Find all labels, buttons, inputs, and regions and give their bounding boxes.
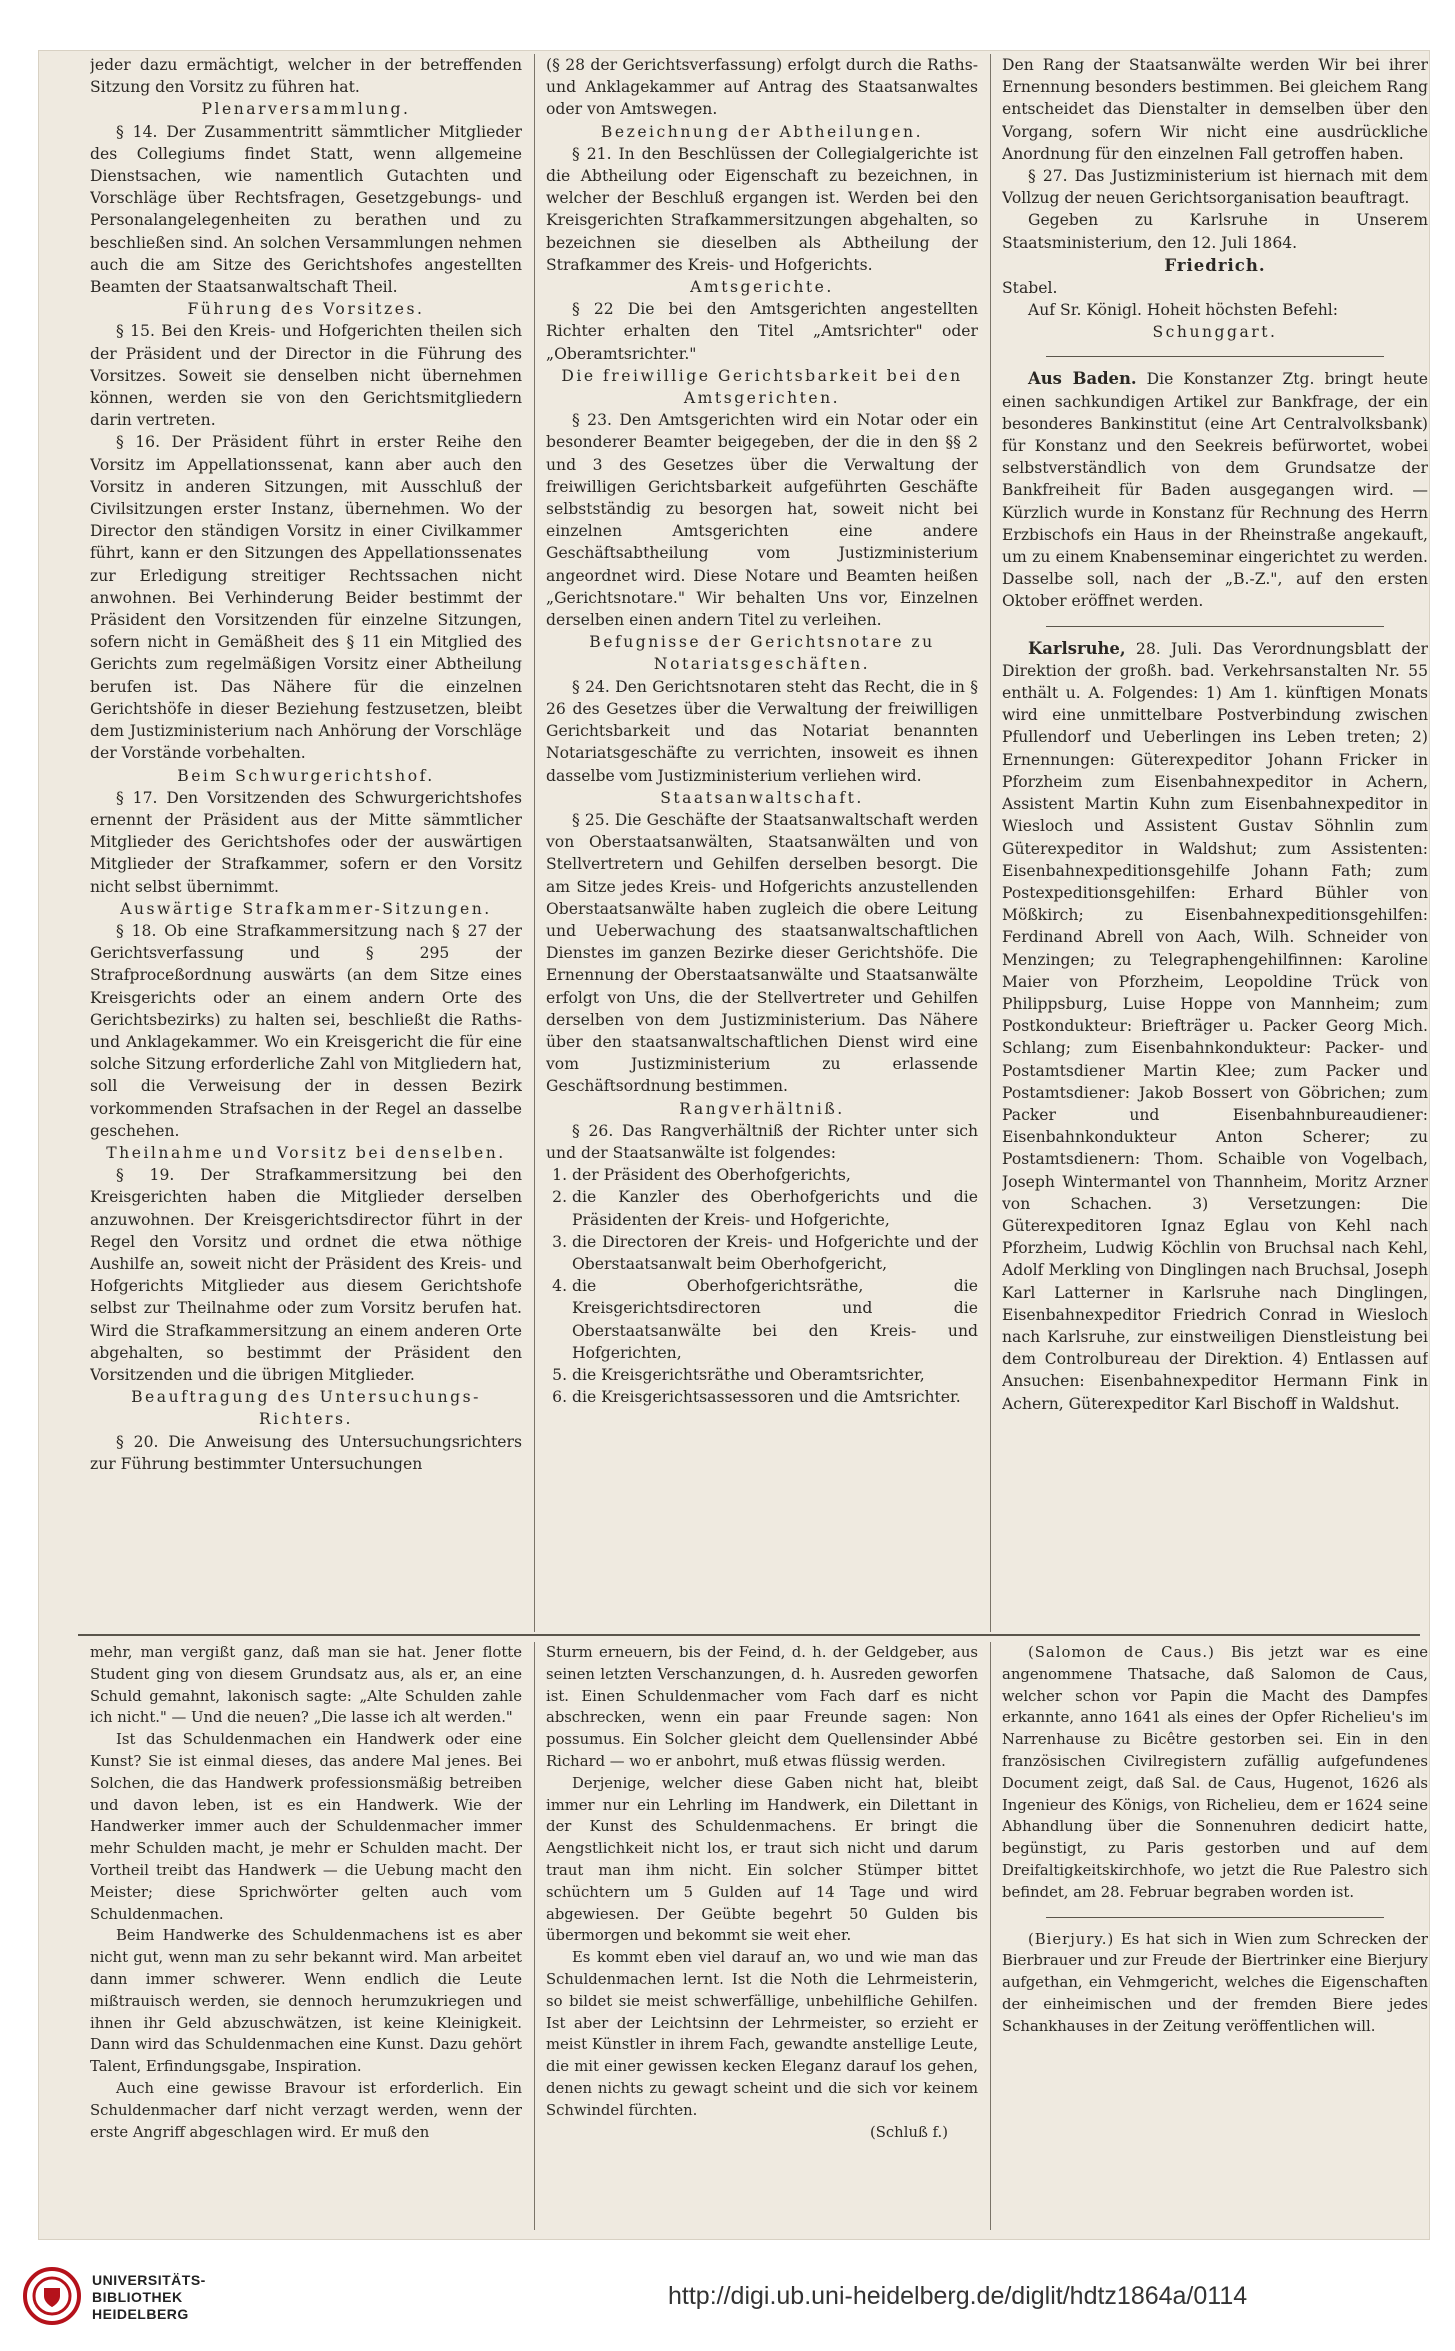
section-22: § 22 Die bei den Amtsgerichten angestellten Richter erhalten den Titel „Amtsrichter" oder „Oberamtsrichter.": [546, 300, 978, 363]
given-at: Gegeben zu Karlsruhe in Unserem Staatsministerium, den 12. Juli 1864.: [1002, 211, 1428, 252]
article-lead: (Bierjury.): [1028, 1930, 1115, 1948]
paragraph-continuation: (§ 28 der Gerichtsverfassung) erfolgt durch die Raths- und Anklagekammer auf Antrag des Staatsanwaltes oder von Amtswegen.: [546, 56, 978, 119]
feuilleton-column-2: [546, 1642, 978, 2230]
rank-list: [546, 1164, 978, 1408]
article-lead: Karlsruhe,: [1028, 638, 1126, 658]
paragraph: Es kommt eben viel darauf an, wo und wie man das Schuldenmachen lernt. Ist die Noth die Lehrmeisterin, so bildet sie meist schwerfällige, unbehilfliche Gehilfen. Ist aber der Leichtsinn der Lehrmeister, so erzieht er meist Künstler in ihrem Fach, gewandte anstellige Leute, die mit einer gewissen kecken Eleganz darauf los gehen, denen nichts zu gewagt scheint und die sich vor keinem Schwindel fürchten.: [546, 1949, 978, 2119]
section-21: § 21. In den Beschlüssen der Collegialgerichte ist die Abtheilung oder Eigenschaft zu bezeichnen, in welcher der Beschluß ergangen ist. Werden bei den Kreisgerichten Strafkammersitzungen abgehalten, so bezeichnen sie dieselben als Abtheilung der Strafkammer des Kreis- und Hofgerichts.: [546, 144, 978, 274]
paragraph: Sturm erneuern, bis der Feind, d. h. der Geldgeber, aus seinen letzten Verschanzungen, d. h. Ausreden geworfen ist. Einen Schuldenmacher vom Fach darf es nicht abschrecken, wenn ein paar Freunde sagen: Non possumus. Ein Solcher gleicht dem Quellensinder Abbé Richard — wo er anbohrt, muß etwas flüssig werden.: [546, 1644, 978, 1770]
article-salomon-de-caus: [1002, 1642, 1428, 1904]
separator-rule: [1046, 356, 1384, 357]
column-1: [90, 54, 522, 1632]
feuilleton-rule: [78, 1634, 1420, 1636]
heading-befugnisse: Befugnisse der Gerichtsnotare zu Notariatsgeschäften.: [589, 633, 935, 674]
column-divider: [534, 54, 535, 1632]
feuilleton-column-1: [90, 1642, 522, 2230]
article-aus-baden: [1002, 368, 1428, 612]
list-item: 4. die Oberhofgerichtsräthe, die Kreisgerichtsdirectoren und die Oberstaatsanwälte bei den Kreis- und Hofgerichten,: [572, 1275, 978, 1364]
heading-fuehrung-vorsitz: Führung des Vorsitzes.: [187, 300, 425, 319]
article-body: Bis jetzt war es eine angenommene Thatsache, daß Salomon de Caus, welcher schon vor Papin die Macht des Dampfes erkannte, anno 1641 als eines der Opfer Richelieu's im Narrenhause zu Bicêtre gestorben sei. Ein in den französischen Civilregistern zufällig aufgefundenes Document zeigt, daß Sal. de Caus, Hugenot, 1626 als Ingenieur des Königs, von Richelieu, dem er 1624 seine Abhandlung über die Sonnenuhren dedicirt hatte, begünstigt, zu Paris gestorben und auf dem Dreifaltigkeitskirchhofe, wo jetzt die Rue Palestro sich befindet, am 28. Februar begraben worden ist.: [1002, 1644, 1428, 1901]
heading-beauftragung: Beauftragung des Untersuchungs-Richters.: [131, 1388, 481, 1429]
list-item: 1. der Präsident des Oberhofgerichts,: [572, 1164, 978, 1186]
heading-amtsgerichte: Amtsgerichte.: [690, 278, 834, 297]
to-be-continued: (Schluß f.): [869, 2123, 948, 2141]
section-14: § 14. Der Zusammentritt sämmtlicher Mitglieder des Collegiums findet Statt, wenn allgemeine Dienstsachen, wie namentlich Gutachten und Vorschläge über Rechtsfragen, Gesetzgebungs- und Personalangelegenheiten zu berathen und zu beschließen sind. An solchen Versammlungen nehmen auch die am Sitze des Gerichtshofes angestellten Beamten der Staatsanwaltschaft Theil.: [90, 122, 522, 297]
section-20: § 20. Die Anweisung des Untersuchungsrichters zur Führung bestimmter Untersuchungen: [90, 1432, 522, 1473]
signature-schunggart: Schunggart.: [1152, 323, 1278, 342]
section-26: § 26. Das Rangverhältniß der Richter unter sich und der Staatsanwälte ist folgendes:: [546, 1121, 978, 1162]
column-3: [1002, 54, 1428, 1632]
section-25: § 25. Die Geschäfte der Staatsanwaltschaft werden von Oberstaatsanwälten, Staatsanwälten und von Stellvertretern und Gehilfen derselben besorgt. Die am Sitze jedes Kreis- und Hofgerichts anzustellenden Oberstaatsanwälte haben zugleich die obere Leitung und Ueberwachung des staatsanwaltschaftlichen Dienstes im ganzen Bezirke dieser Gerichtshöfe. Die Ernennung der Oberstaatsanwälte und Staatsanwälte erfolgt von Uns, die der Stellvertreter und Gehilfen derselben von dem Justizministerium. Das Nähere über den staatsanwaltschaftlichen Dienst wird eine vom Justizministerium zu erlassende Geschäftsordnung bestimmen.: [546, 810, 978, 1096]
section-16: § 16. Der Präsident führt in erster Reihe den Vorsitz im Appellationssenat, kann aber auch den Vorsitz in anderen Sitzungen, mit Ausschluß der Civilsitzungen erster Instanz, übernehmen. Wo der Director den ständigen Vorsitz in einer Civilkammer führt, kann er den Sitzungen des Appellationssenates zur Erledigung streitiger Rechtssachen nicht anwohnen. Bei Verhinderung Beider bestimmt der Präsident den Vorsitzenden für einzelne Sitzungen, sofern nicht in Gemäßheit des § 11 ein Mitglied des Gerichts zum regelmäßigen Vorsitz einer Abtheilung berufen ist. Das Nähere für die einzelnen Gerichtshöfe in dieser Beziehung festzusetzen, bleibt dem Justizministerium nach Anhörung der Vorschläge der Vorstände vorbehalten.: [90, 433, 522, 763]
section-24: § 24. Den Gerichtsnotaren steht das Recht, die in § 26 des Gesetzes über die Verwaltung der freiwilligen Gerichtsbarkeit und das Notariat benannten Notariatsgeschäfte zu verrichten, insoweit es ihnen dasselbe vom Justizministerium verliehen wird.: [546, 677, 978, 785]
upper-section: [90, 54, 1428, 1632]
article-lead: Aus Baden.: [1028, 369, 1137, 389]
heading-bezeichnung: Bezeichnung der Abtheilungen.: [600, 122, 924, 141]
list-item: 2. die Kanzler des Oberhofgerichts und die Präsidenten der Kreis- und Hofgerichte,: [572, 1186, 978, 1230]
order-line: Auf Sr. Königl. Hoheit höchsten Befehl:: [1028, 301, 1339, 320]
section-17: § 17. Den Vorsitzenden des Schwurgerichtshofes ernennt der Präsident aus der Mitte sämmtlicher Mitglieder des Gerichtshofes oder der auswärtigen Mitglieder der Strafkammer, sofern er den Vorsitz nicht selbst übernimmt.: [90, 788, 522, 896]
paragraph: Ist das Schuldenmachen ein Handwerk oder eine Kunst? Sie ist einmal dieses, das andere Mal jenes. Bei Solchen, die das Handwerk professionsmäßig betreiben und davon leben, ist es ein Handwerk. Wie der Handwerker immer auch der Schuldenmacher immer mehr Schulden macht, je mehr er Schulden macht. Der Vortheil treibt das Handwerk — die Uebung macht den Meister; diese Sprichwörter gelten auch vom Schuldenmachen.: [90, 1731, 522, 1923]
article-body: 28. Juli. Das Verordnungsblatt der Direktion der großh. bad. Verkehrsanstalten Nr. 55 enthält u. A. Folgendes: 1) Am 1. künftigen Monats wird eine unmittelbare Postverbindung zwischen Pfullendorf und Ueberlingen ins Leben treten; 2) Ernennungen: Güterexpeditor Johann Fricker in Pforzheim zum Eisenbahnexpeditor in Achern, Assistent Martin Kuhn zum Eisenbahnexpeditor in Wiesloch und Assistent Gustav Söhnlin zum Güterexpeditor in Waldshut; zum Assistenten: Eisenbahnexpeditionsgehilfe Johann Fath; zum Postexpeditionsgehilfen: Erhard Bühler von Mößkirch; zu Eisenbahnexpeditionsgehilfen: Ferdinand Abrell von Aach, Wilh. Schneider von Menzingen; zu Telegraphengehilfinnen: Karoline Maier von Pforzheim, Leopoldine Trück von Philippsburg, Luise Hoppe von Mannheim; zum Postkondukteur: Briefträger u. Packer Georg Mich. Schlang; zum Eisenbahnkondukteur: Packer- und Postamtsdiener Martin Klee; zum Packer und Postamtsdiener: Jakob Bossert von Göbrichen; zum Packer und Eisenbahnbureaudiener: Eisenbahnkondukteur Anton Scherer; zu Postamtsdienern: Thom. Schaible von Vogelbach, Joseph Wintermantel von Thannheim, Moritz Arzner von Schachen. 3) Versetzungen: Die Güterexpeditoren Ignaz Eglau von Kehl nach Pforzheim, Ludwig Köchlin von Bruchsal nach Kehl, Adolf Merkling von Dinglingen nach Bruchsal, Joseph Karl Latterner in Karlsruhe nach Dinglingen, Eisenbahnexpeditor Friedrich Conrad in Wiesloch nach Karlsruhe, zur einstweiligen Dienstleistung bei dem Controlbureau der Direktion. 4) Entlassen auf Ansuchen: Eisenbahnexpeditor Hermann Fink in Achern, Güterexpeditor Karl Bischoff in Waldshut.: [1002, 639, 1428, 1413]
list-item: 3. die Directoren der Kreis- und Hofgerichte und der Oberstaatsanwalt beim Oberhofgericht,: [572, 1231, 978, 1275]
digitization-footer: [0, 2240, 1455, 2351]
heading-auswaertige-sitzungen: Auswärtige Strafkammer-Sitzungen.: [120, 899, 492, 918]
paragraph-continuation: Den Rang der Staatsanwälte werden Wir bei ihrer Ernennung besonders bestimmen. Bei gleichem Rang entscheidet das Dienstalter in demselben über den Vorgang, sofern Wir nicht eine ausdrückliche Anordnung für den einzelnen Fall getroffen haben.: [1002, 56, 1428, 163]
separator-rule: [1046, 1917, 1384, 1918]
heading-plenarversammlung: Plenarversammlung.: [201, 100, 411, 119]
feuilleton-column-3: [1002, 1642, 1428, 2230]
section-27: § 27. Das Justizministerium ist hiernach mit dem Vollzug der neuen Gerichtsorganisation beauftragt.: [1002, 167, 1428, 208]
column-divider: [990, 54, 991, 1632]
column-divider: [534, 1642, 535, 2230]
heading-staatsanwaltschaft: Staatsanwaltschaft.: [660, 788, 864, 807]
section-15: § 15. Bei den Kreis- und Hofgerichten theilen sich der Präsident und der Director in die Führung des Vorsitzes. Soweit sie denselben nicht übernehmen können, werden sie von den Gerichtsmitgliedern darin vertreten.: [90, 322, 522, 430]
feuilleton-section: [90, 1642, 1428, 2230]
article-karlsruhe: [1002, 638, 1428, 1415]
paragraph: Auch eine gewisse Bravour ist erforderlich. Ein Schuldenmacher darf nicht verzagt werden, wenn der erste Angriff abgeschlagen wird. Er muß den: [90, 2079, 522, 2141]
article-bierjury: [1002, 1929, 1428, 2038]
column-divider: [990, 1642, 991, 2230]
newspaper-page: [38, 50, 1430, 2240]
paragraph: Derjenige, welcher diese Gaben nicht hat, bleibt immer nur ein Lehrling im Handwerk, ein Dilettant in der Kunst des Schuldenmachens. Er bringt die Aengstlichkeit nicht los, er traut sich nicht und darum traut man ihm nicht. Ein solcher Stümper bittet schüchtern um 5 Gulden auf 14 Tage und wird abgewiesen. Der Geübte begehrt 50 Gulden bis übermorgen und bekommt sie weit eher.: [546, 1774, 978, 1945]
column-2: [546, 54, 978, 1632]
section-23: § 23. Den Amtsgerichten wird ein Notar oder ein besonderer Beamter beigegeben, der die in den §§ 2 und 3 des Gesetzes über die Verwaltung der freiwilligen Gerichtsbarkeit aufgeführten Geschäfte selbstständig zu besorgen hat, soweit nicht bei einzelnen Amtsgerichten eine andere Geschäftsabtheilung vom Justizministerium angeordnet wird. Diese Notare und Beamten heißen „Gerichtsnotare." Wir behalten Uns vor, Einzelnen derselben einen andern Titel zu verleihen.: [546, 411, 978, 630]
separator-rule: [1046, 626, 1384, 627]
signature-friedrich: Friedrich.: [1164, 255, 1266, 275]
signature-stabel: Stabel.: [1002, 278, 1058, 297]
permalink-url[interactable]: http://digi.ub.uni-heidelberg.de/diglit/hdtz1864a/0114: [668, 2282, 1248, 2310]
paragraph-continuation: jeder dazu ermächtigt, welcher in der betreffenden Sitzung den Vorsitz zu führen hat.: [90, 56, 522, 97]
section-19: § 19. Der Strafkammersitzung bei den Kreisgerichten haben die Mitglieder derselben anzuwohnen. Der Kreisgerichtsdirector führt in der Regel den Vorsitz und ordnet die etwa nöthige Aushilfe an, soweit nicht der Präsident des Kreis- und Hofgerichts Mitglieder aus diesem Gerichtshofe selbst zur Theilnahme oder zum Vorsitz berufen hat. Wird die Strafkammersitzung an einem anderen Orte abgehalten, so bestimmt der Präsident den Vorsitzenden und die übrigen Mitglieder.: [90, 1166, 522, 1384]
article-body: Es hat sich in Wien zum Schrecken der Bierbrauer und zur Freude der Biertrinker eine Bierjury aufgethan, ein Vehmgericht, welches die Eigenschaften der einheimischen und der fremden Biere jedes Schankhauses in der Zeitung veröffentlichen will.: [1002, 1930, 1428, 2035]
paragraph: mehr, man vergißt ganz, daß man sie hat. Jener flotte Student ging von diesem Grundsatz aus, als er, an eine Schuld gemahnt, lakonisch sagte: „Alte Schulden zahle ich nicht." — Und die neuen? „Die lasse ich alt werden.": [90, 1644, 522, 1727]
list-item: 5. die Kreisgerichtsräthe und Oberamtsrichter,: [572, 1364, 978, 1386]
heading-freiwillige-gerichtsbarkeit: Die freiwillige Gerichtsbarkeit bei den Amtsgerichten.: [561, 366, 963, 408]
heading-rangverhaeltniss: Rangverhältniß.: [679, 1099, 845, 1118]
article-body: Die Konstanzer Ztg. bringt heute einen sachkundigen Artikel zur Bankfrage, der ein besonderes Bankinstitut (eine Art Centralvolksbank) für Konstanz und den Seekreis befürwortet, wobei selbstverständlich von dem Grundsatze der Bankfreiheit für Baden ausgegangen wird. — Kürzlich wurde in Konstanz für Rechnung des Herrn Erzbischofs ein Haus in der Rheinstraße angekauft, um zu einem Knabenseminar eingerichtet zu werden. Dasselbe soll, nach der „B.-Z.", auf den ersten Oktober eröffnet werden.: [1002, 370, 1428, 611]
article-lead: (Salomon de Caus.): [1028, 1644, 1215, 1661]
heading-schwurgerichtshof: Beim Schwurgerichtshof.: [177, 766, 435, 785]
section-18: § 18. Ob eine Strafkammersitzung nach § 27 der Gerichtsverfassung und § 295 der Strafproceßordnung auswärts (an dem Sitze eines Kreisgerichts oder an einem andern Orte des Gerichtsbezirks) zu halten sei, beschließt die Raths- und Anklagekammer. Wo ein Kreisgericht die für eine solche Sitzung erforderliche Zahl von Mitgliedern hat, soll die Verweisung der in dessen Bezirk vorkommenden Strafsachen in der Regel an dasselbe geschehen.: [90, 921, 522, 1140]
list-item: 6. die Kreisgerichtsassessoren und die Amtsrichter.: [572, 1386, 978, 1408]
paragraph: Beim Handwerke des Schuldenmachens ist es aber nicht gut, wenn man zu sehr bekannt wird. Man arbeitet dann immer schwerer. Wenn endlich die Leute mißtrauisch werden, sie dennoch herumzukriegen und ihnen ihr Geld abzuschwätzen, ist keine Kleinigkeit. Dann wird das Schuldenmachen eine Kunst. Dazu gehört Talent, Erfindungsgabe, Inspiration.: [90, 1927, 522, 2076]
heading-theilnahme: Theilnahme und Vorsitz bei denselben.: [106, 1143, 506, 1162]
library-name: UNIVERSITÄTS- BIBLIOTHEK HEIDELBERG: [92, 2272, 206, 2322]
library-seal-icon: [22, 2266, 82, 2326]
